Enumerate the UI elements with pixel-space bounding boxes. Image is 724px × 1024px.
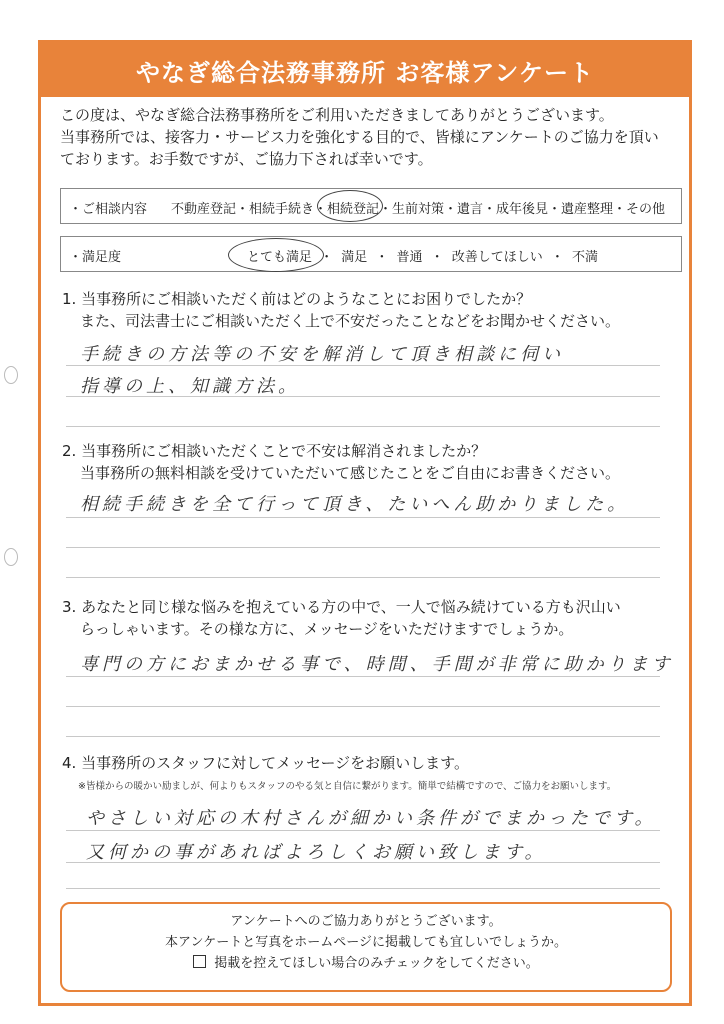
question-line: また、司法書士にご相談いただく上で不安だったことなどをお聞かせください。: [80, 312, 621, 330]
answer-rule: [66, 862, 660, 863]
intro-line: 当事務所では、接客力・サービス力を強化する目的で、皆様にアンケートのご協力を頂い: [60, 128, 659, 146]
question-1: [62, 288, 620, 332]
answer-rule: [66, 706, 660, 707]
satisfaction-box: [60, 236, 682, 272]
footer-thanks: アンケートへのご協力ありがとうございます。: [230, 914, 502, 929]
footer-checkbox-label: 掲載を控えてほしい場合のみチェックをしてください。: [214, 956, 539, 971]
answer-rule: [66, 426, 660, 427]
answer-rule: [66, 517, 660, 518]
answer-rule: [66, 736, 660, 737]
binder-hole: [4, 366, 18, 384]
answer-1-line: 手続きの方法等の不安を解消して頂き相談に伺い: [80, 344, 564, 365]
question-line: 当事務所の無料相談を受けていただいて感じたことをご自由にお書きください。: [80, 464, 621, 482]
satisfaction-label: ・満足度: [69, 250, 122, 265]
footer-checkbox-row[interactable]: [62, 953, 670, 974]
answer-rule: [66, 396, 660, 397]
answer-rule: [66, 888, 660, 889]
answer-1-line: 指導の上、知識方法。: [80, 376, 300, 397]
question-line: 1. 当事務所にご相談いただく前はどのようなことにお困りでしたか？: [62, 290, 532, 308]
answer-rule: [66, 547, 660, 548]
answer-3-line: 専門の方におまかせる事で、時間、手間が非常に助かります: [80, 654, 674, 675]
question-3: [62, 596, 621, 640]
answer-rule: [66, 365, 660, 366]
answer-4-line: 又何かの事があればよろしくお願い致します。: [86, 842, 547, 863]
survey-title: やなぎ総合法務事務所 お客様アンケート: [41, 43, 689, 97]
answer-4-line: やさしい対応の木村さんが細かい条件がでまかったです。: [86, 808, 657, 829]
question-line: 2. 当事務所にご相談いただくことで不安は解消されましたか？: [62, 442, 487, 460]
question-line: 3. あなたと同じ様な悩みを抱えている方の中で、一人で悩み続けている方も沢山い: [62, 598, 621, 616]
answer-rule: [66, 830, 660, 831]
footer-box: [60, 902, 672, 992]
question-2: [62, 440, 620, 484]
satisfaction-options[interactable]: とても満足 ・ 満足 ・ 普通 ・ 改善してほしい ・ 不満: [247, 250, 599, 265]
answer-rule: [66, 577, 660, 578]
question-4-note: ※皆様からの暖かい励ましが、何よりもスタッフのやる気と自信に繋がります。簡単で結構ですので、ご協力をお願いします。: [78, 781, 617, 792]
consult-label: ・ご相談内容: [69, 202, 148, 217]
answer-rule: [66, 676, 660, 677]
footer-question: 本アンケートと写真をホームページに掲載しても宜しいでしょうか。: [165, 935, 567, 950]
question-line: 4. 当事務所のスタッフに対してメッセージをお願いします。: [62, 754, 469, 772]
publish-opt-out-checkbox[interactable]: [193, 955, 206, 968]
consult-selected-circle: [317, 190, 383, 222]
intro-text: [60, 104, 680, 170]
intro-line: ております。お手数ですが、ご協力下されば幸いです。: [60, 150, 433, 168]
answer-2-line: 相続手続きを全て行って頂き、たいへん助かりました。: [80, 494, 630, 515]
intro-line: この度は、やなぎ総合法務事務所をご利用いただきましてありがとうございます。: [60, 106, 614, 124]
binder-hole: [4, 548, 18, 566]
question-line: らっしゃいます。その様な方に、メッセージをいただけますでしょうか。: [80, 620, 574, 638]
consult-options[interactable]: 不動産登記・相続手続き・相続登記・生前対策・遺言・成年後見・遺産整理・その他: [171, 202, 666, 217]
satisfaction-selected-circle: [228, 238, 324, 272]
question-4: [62, 752, 469, 774]
